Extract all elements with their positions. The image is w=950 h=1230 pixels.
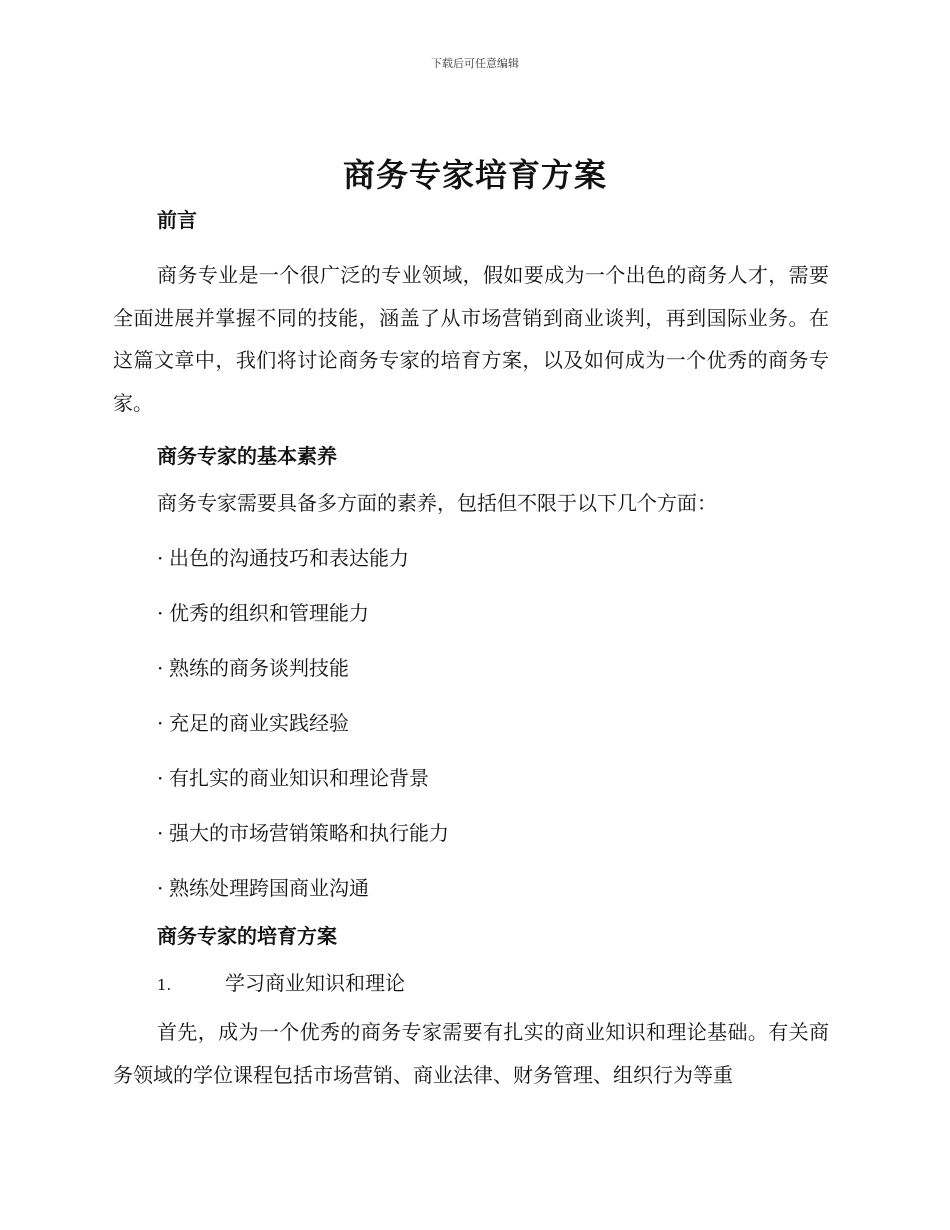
bullet-item xyxy=(113,861,829,916)
bullet-item xyxy=(113,641,829,696)
document-body xyxy=(113,200,829,1096)
bullet-text: 出色的沟通技巧和表达能力 xyxy=(169,546,409,570)
bullet-text: 充足的商业实践经验 xyxy=(169,711,349,735)
preface-paragraph: 商务专业是一个很广泛的专业领域，假如要成为一个出色的商务人才，需要全面进展并掌握不同的技能，涵盖了从市场营销到商业谈判，再到国际业务。在这篇文章中，我们将讨论商务专家的培育方案，以及如何成为一个优秀的商务专家。 xyxy=(113,263,829,415)
section-heading-plan: 商务专家的培育方案 xyxy=(157,924,337,948)
numbered-step-title xyxy=(113,956,829,1011)
bullet-mark: · xyxy=(157,711,164,735)
bullet-text: 熟练的商务谈判技能 xyxy=(169,656,349,680)
bullet-text: 优秀的组织和管理能力 xyxy=(169,601,369,625)
step-paragraph: 首先，成为一个优秀的商务专家需要有扎实的商业知识和理论基础。有关商务领域的学位课程包括市场营销、商业法律、财务管理、组织行为等重 xyxy=(113,1020,829,1087)
bullet-text: 熟练处理跨国商业沟通 xyxy=(169,876,369,900)
header-note: 下载后可任意编辑 xyxy=(431,57,519,70)
document-title: 商务专家培育方案 xyxy=(342,156,607,194)
bullet-mark: · xyxy=(157,766,164,790)
bullet-item xyxy=(113,806,829,861)
bullet-text: 有扎实的商业知识和理论背景 xyxy=(169,766,429,790)
bullet-mark: · xyxy=(157,546,164,570)
basics-intro: 商务专家需要具备多方面的素养，包括但不限于以下几个方面： xyxy=(157,491,717,515)
step-title: 学习商业知识和理论 xyxy=(225,971,405,995)
bullet-text: 强大的市场营销策略和执行能力 xyxy=(169,821,449,845)
section-heading-basics: 商务专家的基本素养 xyxy=(157,444,337,468)
section-heading-preface: 前言 xyxy=(157,208,197,232)
bullet-item xyxy=(113,586,829,641)
bullet-item xyxy=(113,696,829,751)
bullet-item xyxy=(113,751,829,806)
bullet-mark: · xyxy=(157,821,164,845)
basics-bullet-list xyxy=(113,531,829,916)
bullet-mark: · xyxy=(157,601,164,625)
step-number: 1. xyxy=(157,976,172,994)
bullet-mark: · xyxy=(157,876,164,900)
bullet-item xyxy=(113,531,829,586)
bullet-mark: · xyxy=(157,656,164,680)
